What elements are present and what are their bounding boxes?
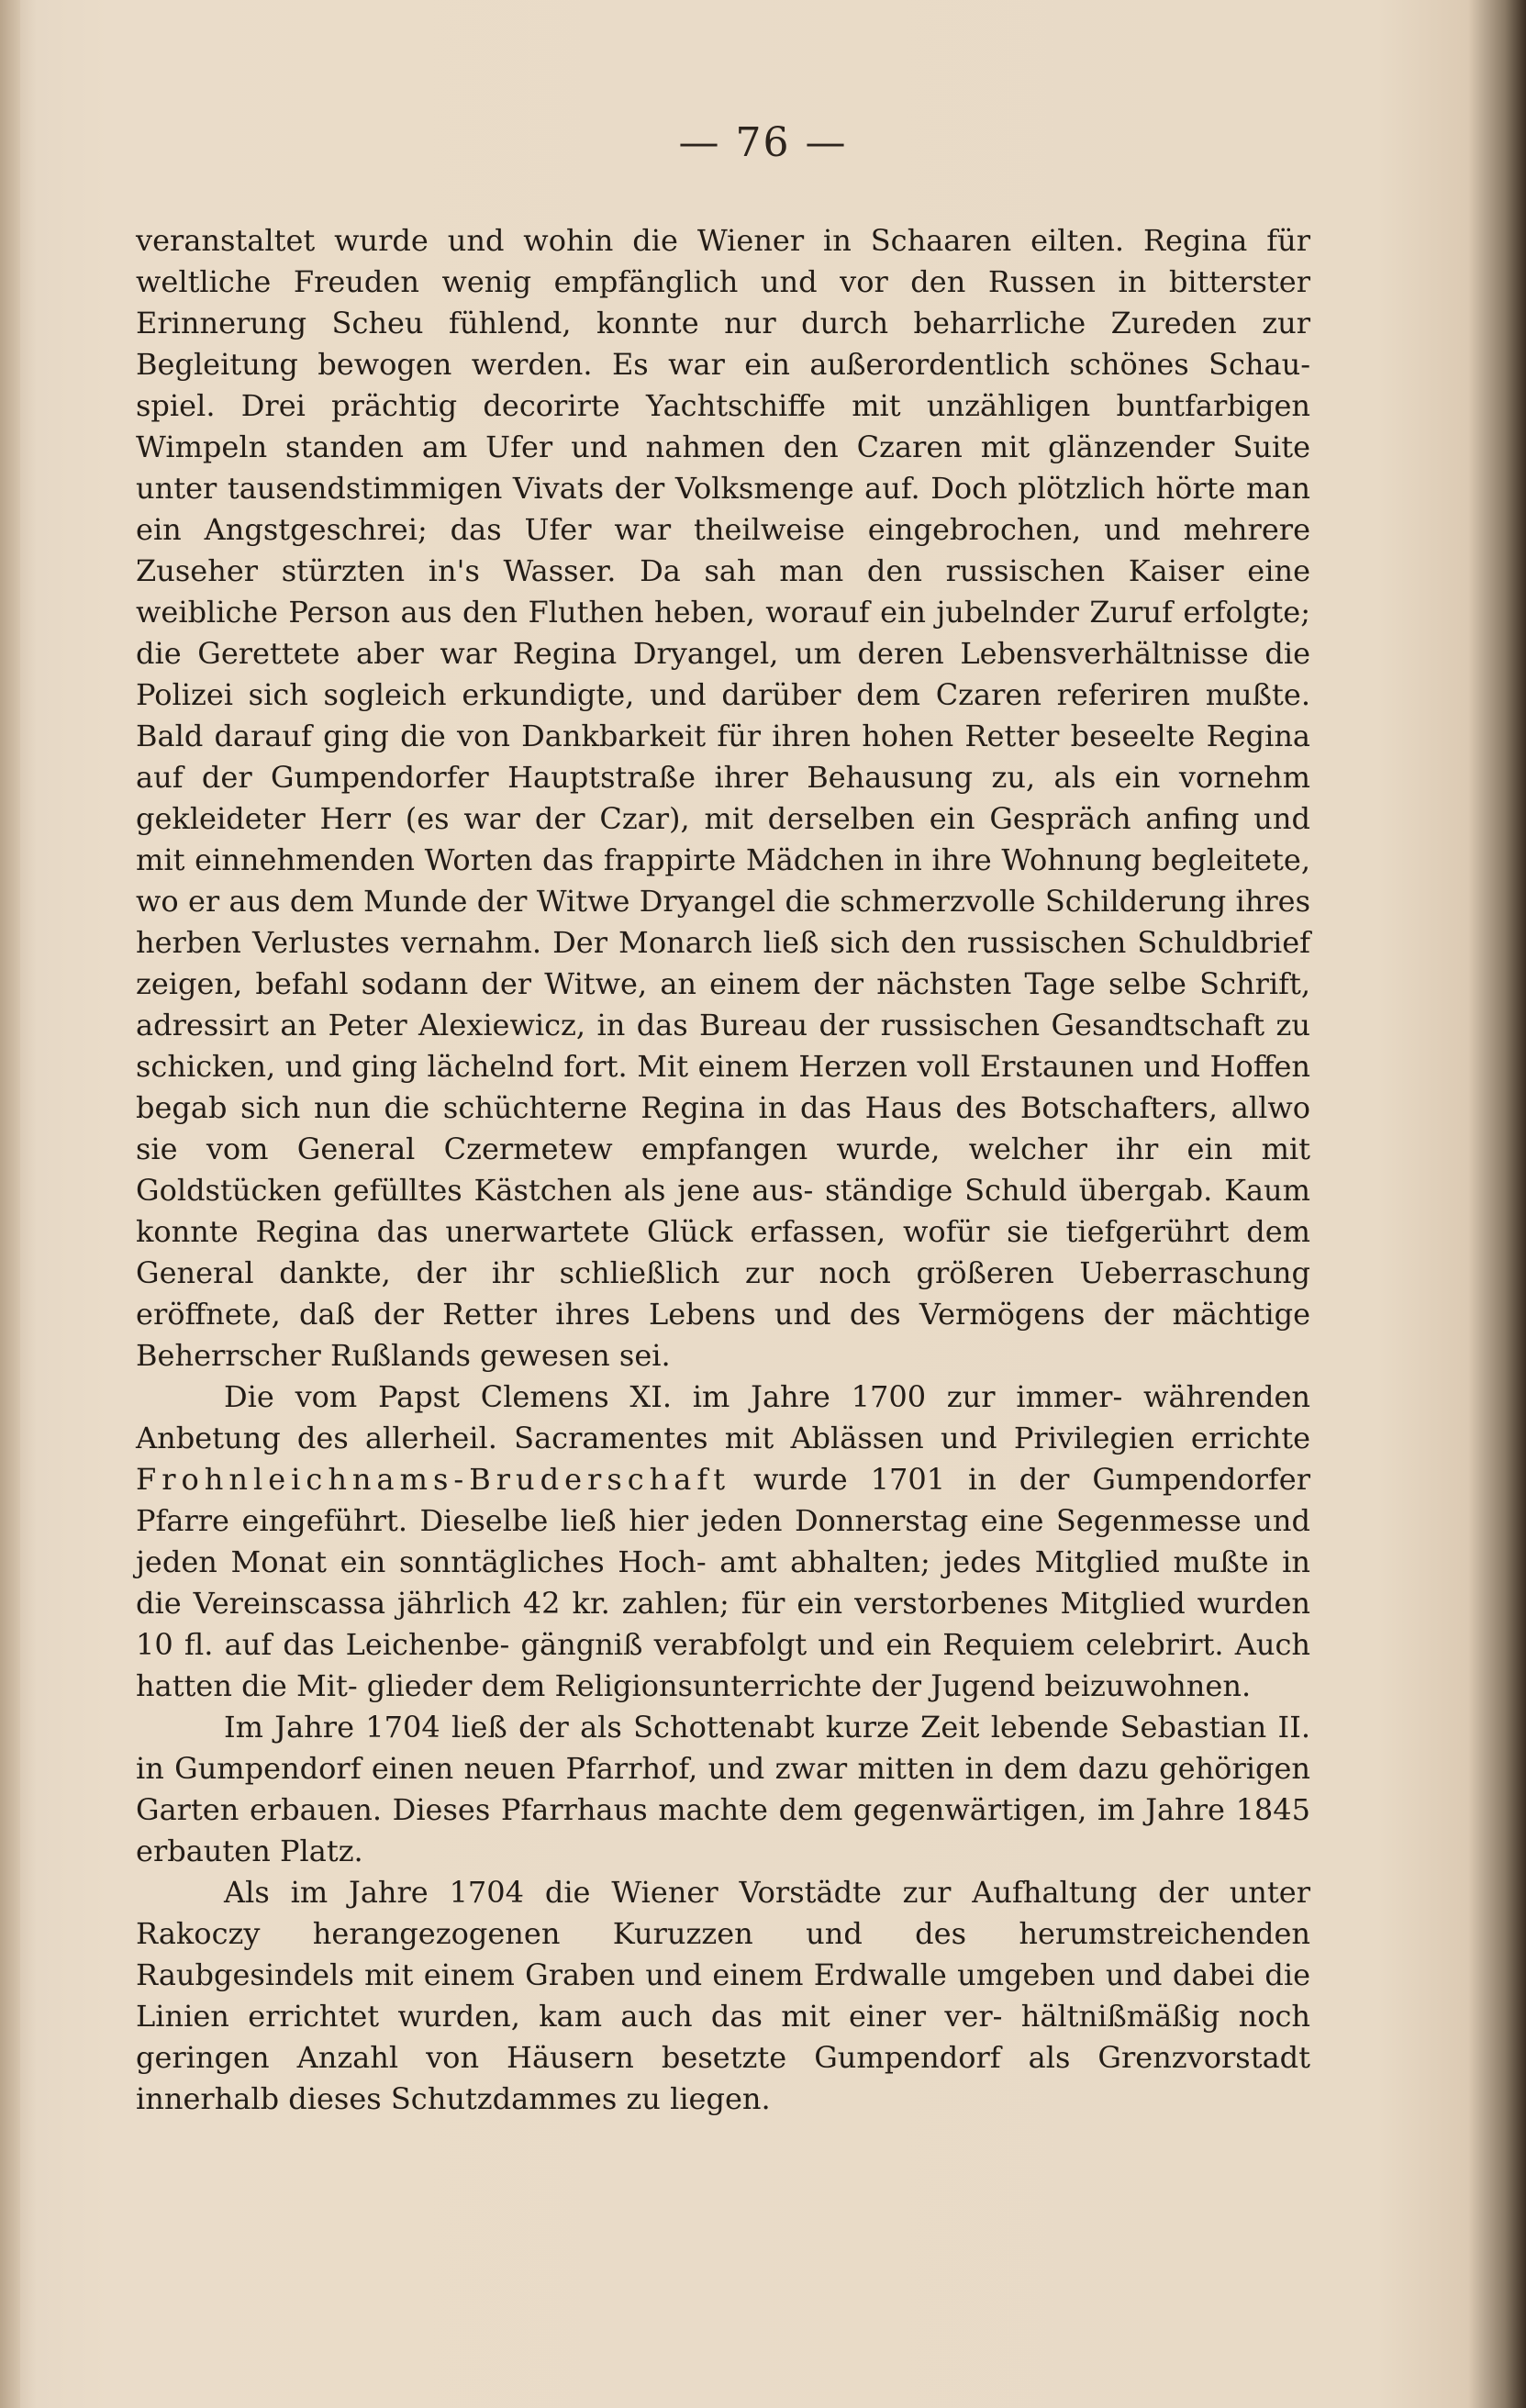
paragraph-3: Im Jahre 1704 ließ der als Schottenabt kurze Zeit lebende Sebastian II. in Gumpendorf einen neuen Pfarrhof, und zwar mitten in dem dazu gehörigen Garten erbauen. Dieses Pfarrhaus machte dem gegenwärtigen, im Jahre 1845 erbauten Platz. (136, 1710, 1310, 1868)
paragraph-2 (136, 1377, 1310, 1707)
paragraph-1: veranstaltet wurde und wohin die Wiener in Schaaren eilten. Regina für weltliche Freuden wenig empfänglich und vor den Russen in bitterster Erinnerung Scheu fühlend, konnte nur durch beharrliche Zureden zur Begleitung bewogen werden. Es war ein außerordentlich schönes Schau- spiel. Drei prächtig decorirte Yachtschiffe mit unzähligen buntfarbigen Wimpeln standen am Ufer und nahmen den Czaren mit glänzender Suite unter tausendstimmigen Vivats der Volksmenge auf. Doch plötzlich hörte man ein Angstgeschrei; das Ufer war theilweise eingebrochen, und mehrere Zuseher stürzten in's Wasser. Da sah man den russischen Kaiser eine weibliche Person aus den Fluthen heben, worauf ein jubelnder Zuruf erfolgte; die Gerettete aber war Regina Dryangel, um deren Lebensverhältnisse die Polizei sich sogleich erkundigte, und darüber dem Czaren referiren mußte. Bald darauf ging die von Dankbarkeit für ihren hohen Retter beseelte Regina auf der Gumpendorfer Hauptstraße ihrer Behausung zu, als ein vornehm gekleideter Herr (es war der Czar), mit derselben ein Gespräch anfing und mit einnehmenden Worten das frappirte Mädchen in ihre Wohnung begleitete, wo er aus dem Munde der Witwe Dryangel die schmerzvolle Schilderung ihres herben Verlustes vernahm. Der Monarch ließ sich den russischen Schuldbrief zeigen, befahl sodann der Witwe, an einem der nächsten Tage selbe Schrift, adressirt an Peter Alexiewicz, in das Bureau der russischen Gesandtschaft zu schicken, und ging lächelnd fort. Mit einem Herzen voll Erstaunen und Hoffen begab sich nun die schüchterne Regina in das Haus des Botschafters, allwo sie vom General Czermetew empfangen wurde, welcher ihr ein mit Goldstücken gefülltes Kästchen als jene aus- ständige Schuld übergab. Kaum konnte Regina das unerwartete Glück erfassen, wofür sie tiefgerührt dem General dankte, der ihr schließlich zur noch größeren Ueberraschung eröffnete, daß der Retter ihres Lebens und des Vermögens der mächtige Beherrscher Rußlands gewesen sei. (136, 223, 1310, 1373)
paragraph-2-text-after: wurde 1701 in der Gumpendorfer Pfarre eingeführt. Dieselbe ließ hier jeden Donnerstag eine Segenmesse und jeden Monat ein sonntägliches Hoch- amt abhalten; jedes Mitglied mußte in die Vereinscassa jährlich 42 kr. zahlen; für ein verstorbenes Mitglied wurden 10 fl. auf das Leichenbe- gängniß verabfolgt und ein Requiem celebrirt. Auch hatten die Mit- glieder dem Religionsunterrichte der Jugend beizuwohnen. (136, 1462, 1311, 1703)
page-text (136, 220, 1310, 2120)
paragraph-4: Als im Jahre 1704 die Wiener Vorstädte zur Aufhaltung der unter Rakoczy herangezogenen Kuruzzen und des herumstreichenden Raubgesindels mit einem Graben und einem Erdwalle umgeben und dabei die Linien errichtet wurden, kam auch das mit einer ver- hältnißmäßig noch geringen Anzahl von Häusern besetzte Gumpendorf als Grenzvorstadt innerhalb dieses Schutzdammes zu liegen. (136, 1875, 1310, 2116)
paragraph-2-text-before: Die vom Papst Clemens XI. im Jahre 1700 zur immer- währenden Anbetung des allerheil. Sacramentes mit Ablässen und Privilegien errichte (136, 1379, 1310, 1455)
page-number: — 76 — (678, 119, 848, 166)
spaced-term: Frohnleichnams-Bruderschaft (136, 1462, 731, 1497)
